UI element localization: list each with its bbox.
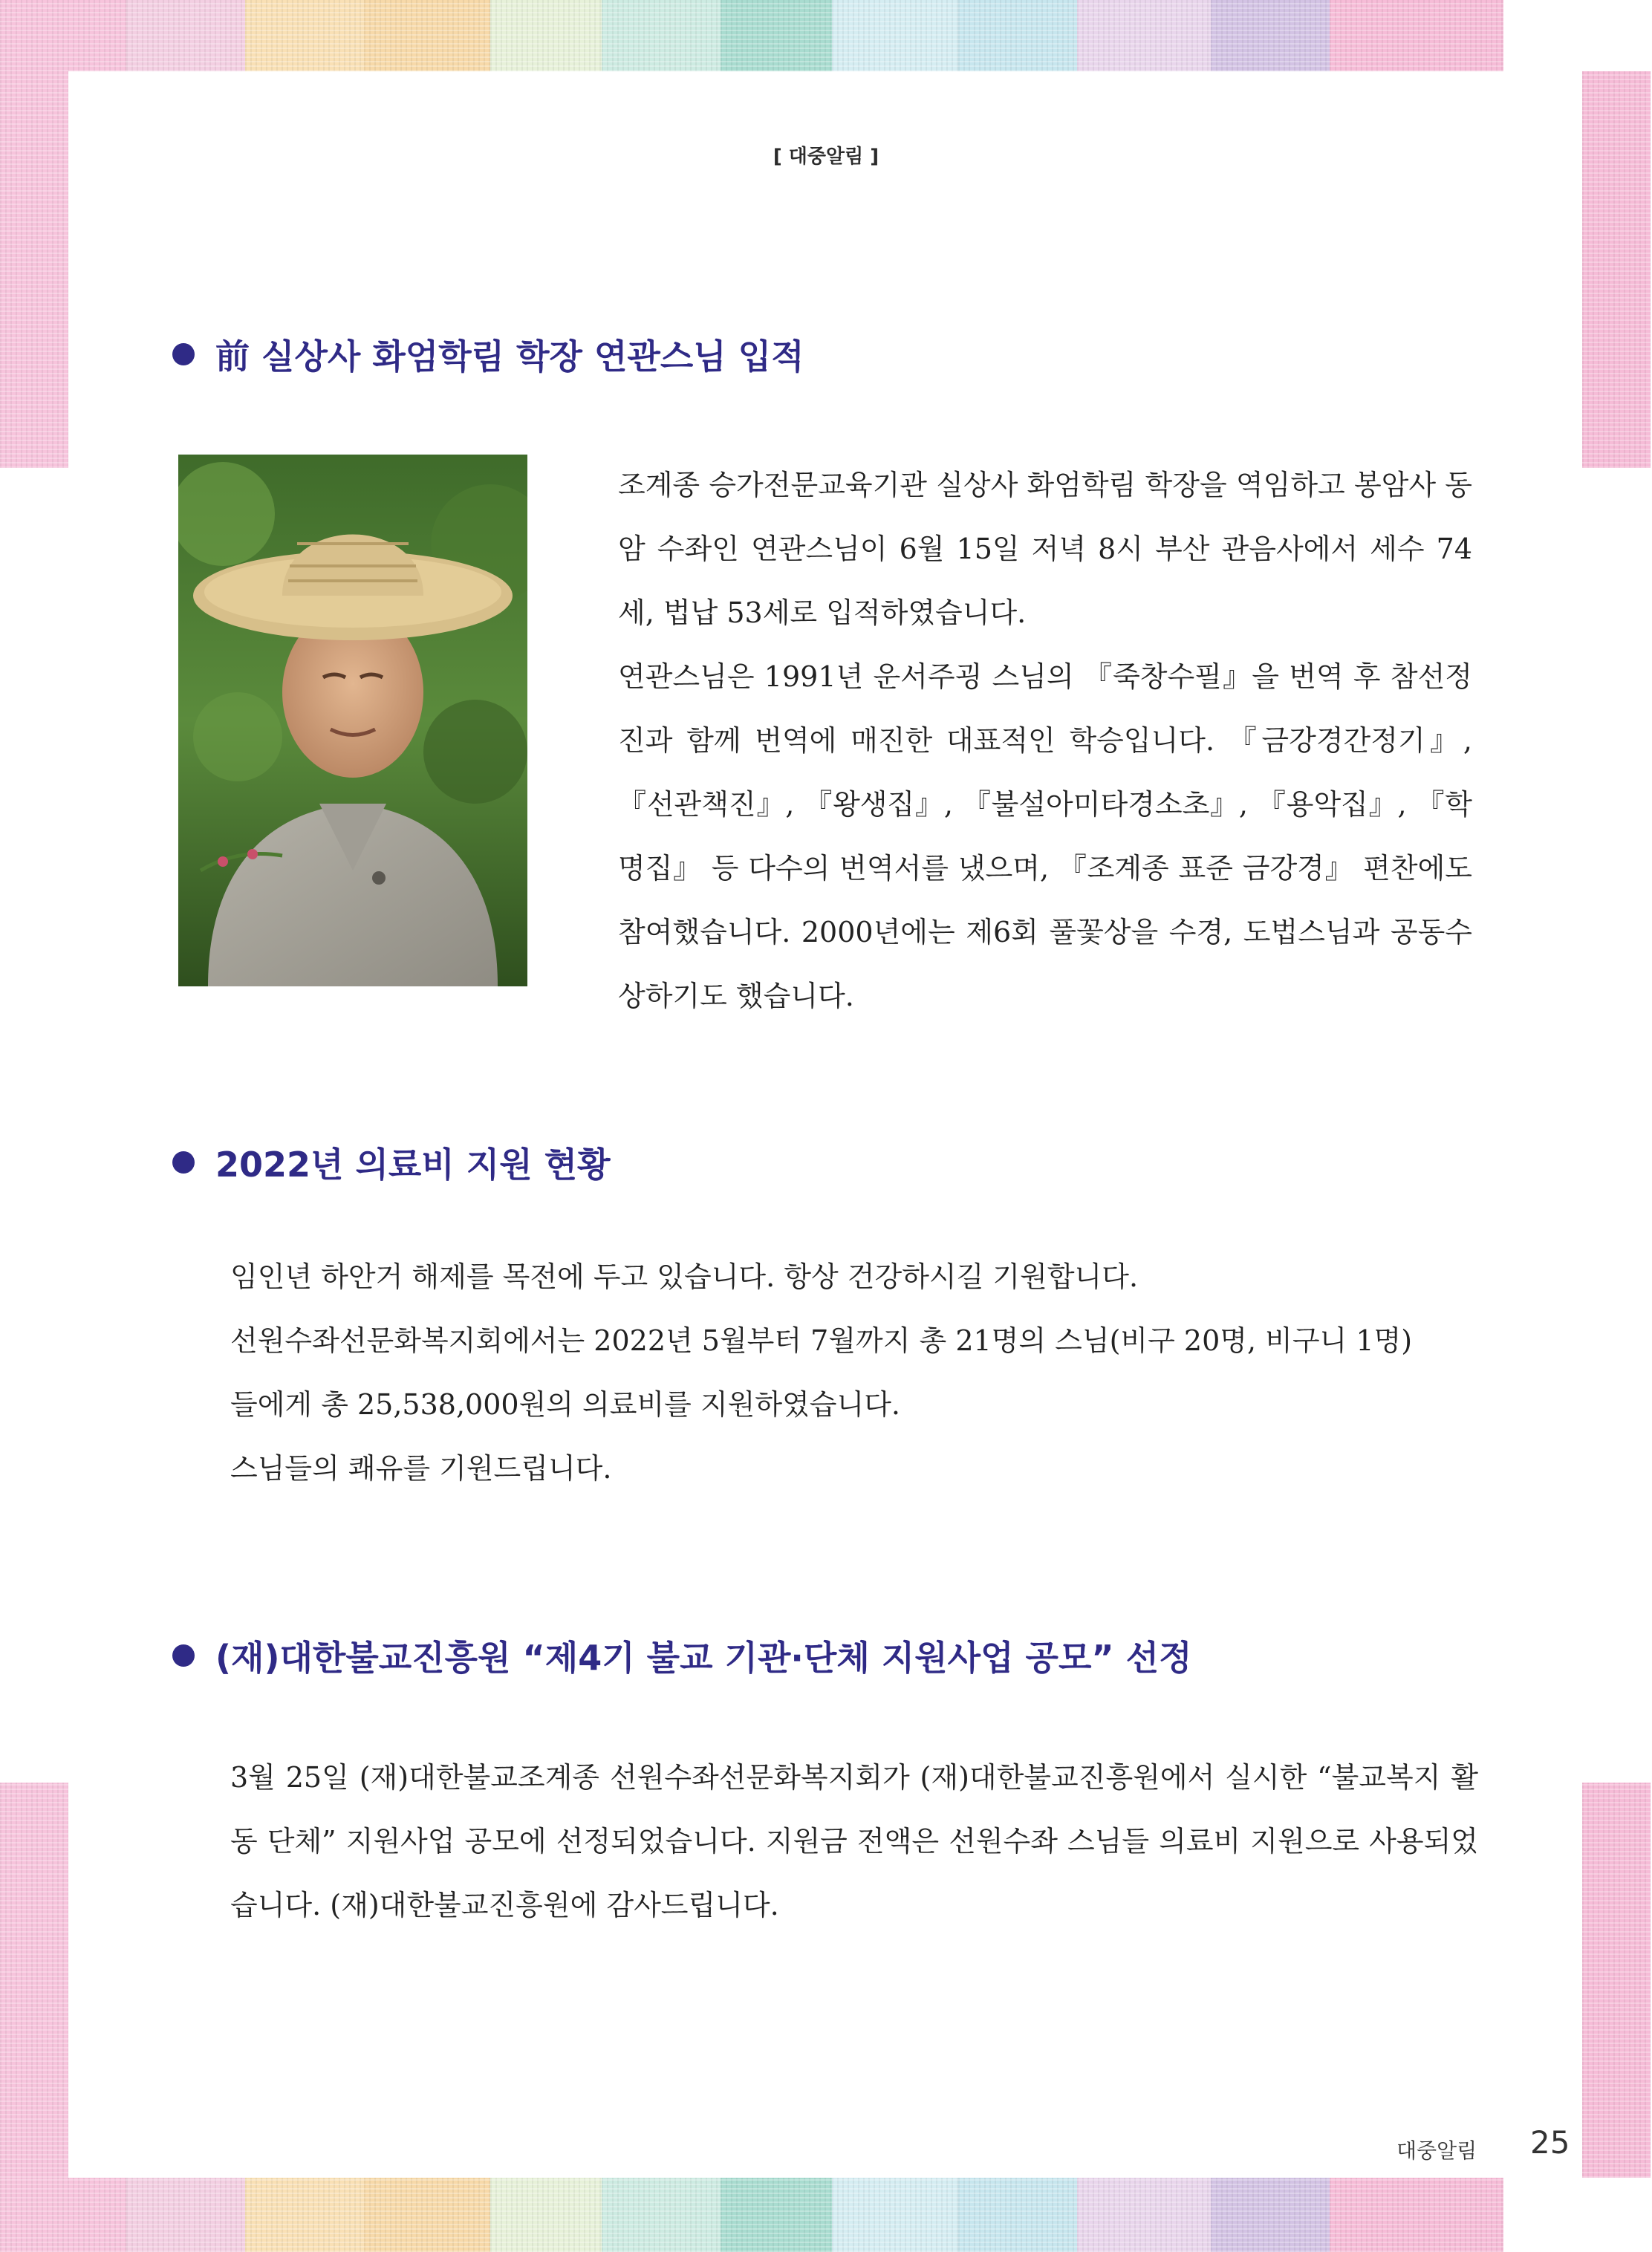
border-stripe <box>126 2178 245 2252</box>
section-title-text: (재)대한불교진흥원 “제4기 불교 기관·단체 지원사업 공모” 선정 <box>215 1638 1192 1678</box>
text-line: 선원수좌선문화복지회에서는 2022년 5월부터 7월까지 총 21명의 스님(비구 20명, 비구니 1명) <box>230 1324 1413 1357</box>
border-stripe <box>0 2178 126 2252</box>
border-stripe <box>602 2178 721 2252</box>
portrait-photo <box>178 455 527 986</box>
border-stripe <box>832 0 958 71</box>
text-line: 임인년 하안거 해제를 목전에 두고 있습니다. 항상 건강하시길 기원합니다. <box>230 1260 1139 1293</box>
bullet-icon <box>172 1151 195 1174</box>
paragraph: 3월 25일 (재)대한불교조계종 선원수좌선문화복지회가 (재)대한불교진흥원에서 실시한 “불교복지 활동 단체” 지원사업 공모에 선정되었습니다. 지원금 전액은 선원수좌 스님들 의료비 지원으로 사용되었습니다. (재)대한불교진흥원에 감사드립니다. <box>230 1761 1478 1921</box>
border-top <box>0 0 1652 71</box>
border-stripe <box>490 2178 602 2252</box>
border-stripe <box>0 0 126 71</box>
section-3-body <box>230 1745 1478 1937</box>
border-left-bottom <box>0 1783 68 2178</box>
section-title-grant-selection <box>172 1631 1192 1680</box>
border-stripe <box>490 0 602 71</box>
section-title-medical-support <box>172 1138 611 1187</box>
border-stripe <box>1211 0 1330 71</box>
border-stripe <box>958 2178 1077 2252</box>
border-bottom <box>0 2178 1652 2252</box>
border-left-top <box>0 71 68 468</box>
border-stripe <box>1330 0 1503 71</box>
bullet-icon <box>172 343 195 365</box>
border-stripe <box>721 2178 832 2252</box>
page-number: 25 <box>1530 2124 1570 2161</box>
bullet-icon <box>172 1644 195 1667</box>
border-stripe <box>958 0 1077 71</box>
section-title-text: 2022년 의료비 지원 현황 <box>215 1145 611 1185</box>
border-stripe <box>245 2178 364 2252</box>
border-stripe <box>602 0 721 71</box>
border-stripe <box>832 2178 958 2252</box>
border-stripe <box>364 2178 490 2252</box>
page-header-label: [ 대중알림 ] <box>773 146 879 168</box>
border-stripe <box>1077 2178 1211 2252</box>
border-stripe <box>1330 2178 1503 2252</box>
text-line: 들에게 총 25,538,000원의 의료비를 지원하였습니다. <box>230 1388 901 1421</box>
border-right-top <box>1582 71 1651 468</box>
border-stripe <box>1077 0 1211 71</box>
border-stripe <box>364 0 490 71</box>
border-right-bottom <box>1582 1783 1651 2178</box>
paragraph: 조계종 승가전문교육기관 실상사 화엄학림 학장을 역임하고 봉암사 동암 수좌인 연관스님이 6월 15일 저녁 8시 부산 관음사에서 세수 74세, 법납 53세로 입적하였습니다. <box>618 469 1472 629</box>
footer-label: 대중알림 <box>1396 2138 1477 2163</box>
text-line: 스님들의 쾌유를 기원드립니다. <box>230 1452 612 1485</box>
border-stripe <box>245 0 364 71</box>
section-title-text: 前 실상사 화엄학림 학장 연관스님 입적 <box>215 336 804 377</box>
section-1-body <box>618 453 1472 1028</box>
paragraph: 연관스님은 1991년 운서주굉 스님의 『죽창수필』을 번역 후 참선정진과 함께 번역에 매진한 대표적인 학승입니다. 『금강경간정기』, 『선관책진』, 『왕생집』, 『불설아미타경소초』, 『용악집』, 『학명집』 등 다수의 번역서를 냈으며, 『조계종 표준 금강경』 편찬에도 참여했습니다. 2000년에는 제6회 풀꽃상을 수경, 도법스님과 공동수상하기도 했습니다. <box>618 660 1472 1012</box>
section-2-body <box>230 1245 1478 1500</box>
border-stripe <box>126 0 245 71</box>
section-title-monk-passing <box>172 330 804 379</box>
border-stripe <box>721 0 832 71</box>
border-stripe <box>1211 2178 1330 2252</box>
